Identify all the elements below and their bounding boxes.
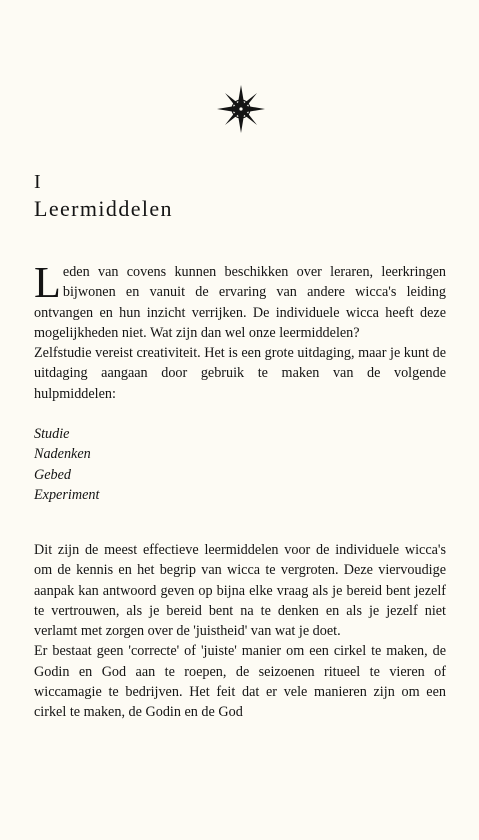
paragraph-2: Zelfstudie vereist creativiteit. Het is een grote uitdaging, maar je kunt de uitdaging aangaan door gebruik te maken van de volgende hulpmiddelen: [34,345,446,402]
compass-rose-icon [216,84,266,134]
list-item: Experiment [34,486,100,503]
drop-cap: L [34,258,61,307]
list-item: Nadenken [34,446,91,463]
body-text-top [34,258,446,404]
list-item: Studie [34,426,70,442]
learning-tools-list [34,424,99,505]
body-text-bottom [34,540,446,723]
paragraph-1-text: eden van covens kunnen beschikken over leraren, leerkringen bijwonen en vanuit de ervaring van andere wicca's leiding ontvangen en hun inzicht verrijken. De individuele wicca heeft deze mogelijkheden niet. Wat zijn dan wel onze leermiddelen? [34,264,446,341]
chapter-number: I [34,171,41,193]
chapter-title: Leermiddelen [34,196,173,221]
paragraph-3: Dit zijn de meest effectieve leermiddelen voor de individuele wicca's om de kennis en het begrip van wicca te vergroten. Deze viervoudige aanpak kan antwoord geven op bijna elke vraag als je bereid bent jezelf te vertrouwen, als je bereid bent na te denken en als je jezelf niet verlamt met zorgen over de 'juistheid' van wat je doet. [34,542,446,640]
paragraph-1 [34,258,446,343]
paragraph-4: Er bestaat geen 'correcte' of 'juiste' manier om een cirkel te maken, de Godin en God aan te roepen, de seizoenen ritueel te vieren of wiccamagie te bedrijven. Het feit dat er vele manieren zijn om een cirkel te maken, de Godin en de God [34,643,446,721]
list-item: Gebed [34,466,72,483]
